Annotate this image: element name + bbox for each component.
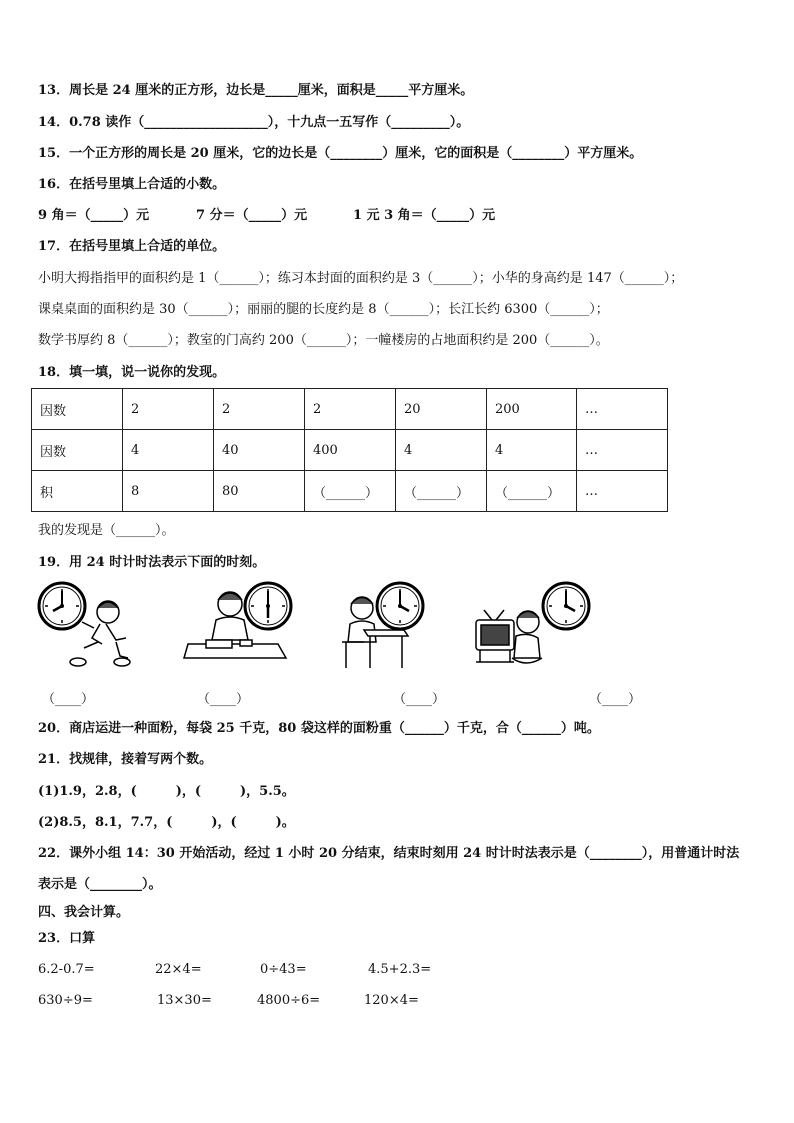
table-row <box>32 389 668 430</box>
table-cell: 80 <box>214 471 305 512</box>
table-cell: （______） <box>487 471 577 512</box>
q19-answer-1: （____） <box>42 692 95 707</box>
table-cell: 4 <box>123 430 214 471</box>
q19-answer-2: （____） <box>197 692 250 707</box>
running-boy-clock-illustration <box>36 580 136 672</box>
table-cell: 8 <box>123 471 214 512</box>
q19-answer-3: （____） <box>393 692 446 707</box>
q16-item-3: 1 元 3 角＝（_____）元 <box>353 208 496 223</box>
question-13: 13．周长是 24 厘米的正方形，边长是_____厘米，面积是_____平方厘米。 <box>38 83 474 98</box>
clock-icon <box>543 583 589 629</box>
table-row <box>32 471 668 512</box>
table-cell: … <box>577 471 668 512</box>
clock-icon <box>377 583 423 629</box>
calc-item: 4800÷6= <box>257 993 321 1008</box>
studying-boy-clock-illustration <box>182 580 294 672</box>
table-cell: 2 <box>214 389 305 430</box>
q17-line-1: 小明大拇指指甲的面积约是 1（______）；练习本封面的面积约是 3（______）；小华的身高约是 147（______）； <box>38 271 684 286</box>
question-19: 19．用 24 时计时法表示下面的时刻。 <box>38 555 266 570</box>
question-22-continued: 表示是（________）。 <box>38 877 162 892</box>
clock-icon <box>245 583 291 629</box>
table-cell: … <box>577 430 668 471</box>
table-cell: 因数 <box>32 389 123 430</box>
question-14: 14．0.78 读作（___________________），十九点一五写作（_________）。 <box>38 115 470 130</box>
table-cell: 2 <box>123 389 214 430</box>
table-row <box>32 430 668 471</box>
table-cell: 20 <box>396 389 487 430</box>
question-17: 17．在括号里填上合适的单位。 <box>38 239 226 254</box>
table-cell: 400 <box>305 430 396 471</box>
q18-finding: 我的发现是（______）。 <box>38 523 175 538</box>
q16-item-2: 7 分＝（_____）元 <box>196 208 308 223</box>
question-22: 22．课外小组 14：30 开始活动，经过 1 小时 20 分结束，结束时刻用 24 时计时法表示是（________），用普通计时法 <box>38 846 740 861</box>
table-cell: （______） <box>305 471 396 512</box>
question-15: 15．一个正方形的周长是 20 厘米，它的边长是（________）厘米，它的面积是（________）平方厘米。 <box>38 146 643 161</box>
q21-part-2: (2)8.5，8.1，7.7，( )，( )。 <box>38 815 295 830</box>
q16-item-1: 9 角＝（_____）元 <box>38 208 150 223</box>
table-cell: … <box>577 389 668 430</box>
q17-line-3: 数学书厚约 8（______）；教室的门高约 200（______）；一幢楼房的占地面积约是 200（______）。 <box>38 333 609 348</box>
boy-sitting-icon <box>512 611 542 663</box>
tv-icon <box>476 610 514 662</box>
school-desk-boy-clock-illustration <box>334 580 434 672</box>
calc-item: 6.2-0.7= <box>38 962 95 977</box>
question-18: 18．填一填，说一说你的发现。 <box>38 365 226 380</box>
q19-answer-4: （____） <box>589 692 642 707</box>
table-cell: 因数 <box>32 430 123 471</box>
tv-boy-clock-illustration <box>470 580 596 672</box>
table-cell: 2 <box>305 389 396 430</box>
question-20: 20．商店运进一种面粉，每袋 25 千克，80 袋这样的面粉重（______）千克，合（______）吨。 <box>38 721 600 736</box>
question-21: 21．找规律，接着写两个数。 <box>38 752 213 767</box>
clock-icon <box>39 583 85 629</box>
factor-table <box>31 388 668 512</box>
calc-item: 13×30= <box>157 993 212 1008</box>
calc-item: 120×4= <box>364 993 419 1008</box>
calc-item: 22×4= <box>155 962 202 977</box>
calc-item: 0÷43= <box>260 962 307 977</box>
question-23: 23．口算 <box>38 931 96 946</box>
table-cell: 200 <box>487 389 577 430</box>
calc-item: 630÷9= <box>38 993 93 1008</box>
q21-part-1: (1)1.9，2.8，( )，( )，5.5。 <box>38 784 295 799</box>
q17-line-2: 课桌桌面的面积约是 30（______）；丽丽的腿的长度约是 8（______）；长江长约 6300（______）； <box>38 302 609 317</box>
table-cell: 40 <box>214 430 305 471</box>
table-cell: 积 <box>32 471 123 512</box>
table-cell: （______） <box>396 471 487 512</box>
table-cell: 4 <box>396 430 487 471</box>
clock-illustrations <box>0 580 794 680</box>
calc-item: 4.5+2.3= <box>368 962 432 977</box>
table-cell: 4 <box>487 430 577 471</box>
section-4-heading: 四、我会计算。 <box>38 905 130 920</box>
question-16: 16．在括号里填上合适的小数。 <box>38 177 226 192</box>
